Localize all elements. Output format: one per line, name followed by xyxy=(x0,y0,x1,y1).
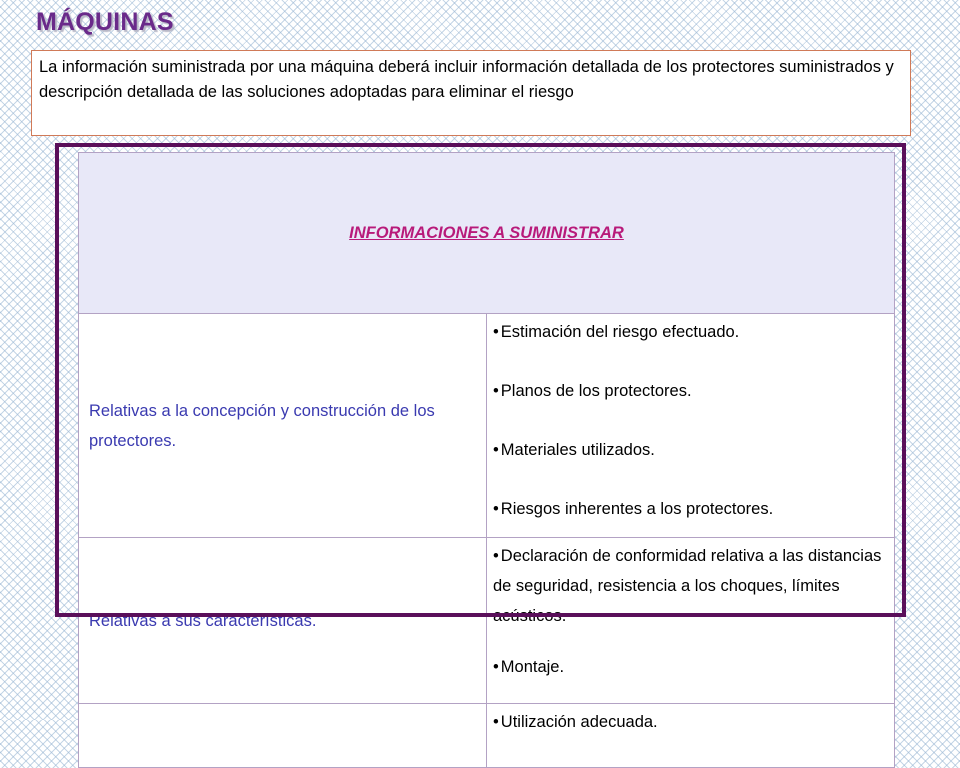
list-item-text: Estimación del riesgo efectuado. xyxy=(500,323,740,341)
row-items xyxy=(487,704,895,768)
bullet-icon: • xyxy=(493,658,499,676)
table-row xyxy=(79,704,895,768)
list-item xyxy=(493,541,884,631)
list-item xyxy=(493,494,884,524)
table-header: INFORMACIONES A SUMINISTRAR xyxy=(79,153,895,314)
info-table xyxy=(78,152,895,768)
table-row xyxy=(79,538,895,704)
bullet-icon: • xyxy=(493,547,499,565)
intro-text-box: La información suministrada por una máquina deberá incluir información detallada de los protectores suministrados y descripción detallada de las soluciones adoptadas para eliminar el riesgo xyxy=(31,50,911,136)
list-item-text: Montaje. xyxy=(500,658,565,676)
bullet-icon: • xyxy=(493,323,499,341)
list-item xyxy=(493,652,884,682)
row-label xyxy=(79,704,487,768)
table-row xyxy=(79,314,895,538)
row-items xyxy=(487,314,895,538)
list-item-text: Declaración de conformidad relativa a las distancias de seguridad, resistencia a los choques, límites acústicos. xyxy=(493,547,882,625)
bullet-icon: • xyxy=(493,382,499,400)
row-items xyxy=(487,538,895,704)
list-item xyxy=(493,317,884,347)
table-header-row xyxy=(79,153,895,314)
slide-title: MÁQUINAS xyxy=(36,8,174,36)
list-item xyxy=(493,435,884,465)
bullet-icon: • xyxy=(493,441,499,459)
bullet-icon: • xyxy=(493,500,499,518)
list-item-text: Materiales utilizados. xyxy=(500,441,655,459)
list-item-text: Riesgos inherentes a los protectores. xyxy=(500,500,774,518)
list-item xyxy=(493,707,884,737)
list-item-text: Utilización adecuada. xyxy=(500,713,658,731)
info-table-container xyxy=(78,152,895,742)
list-item-text: Planos de los protectores. xyxy=(500,382,692,400)
row-label: Relativas a la concepción y construcción de los protectores. xyxy=(79,314,487,538)
row-label: Relativas a sus características. xyxy=(79,538,487,704)
bullet-icon: • xyxy=(493,713,499,731)
list-item xyxy=(493,376,884,406)
